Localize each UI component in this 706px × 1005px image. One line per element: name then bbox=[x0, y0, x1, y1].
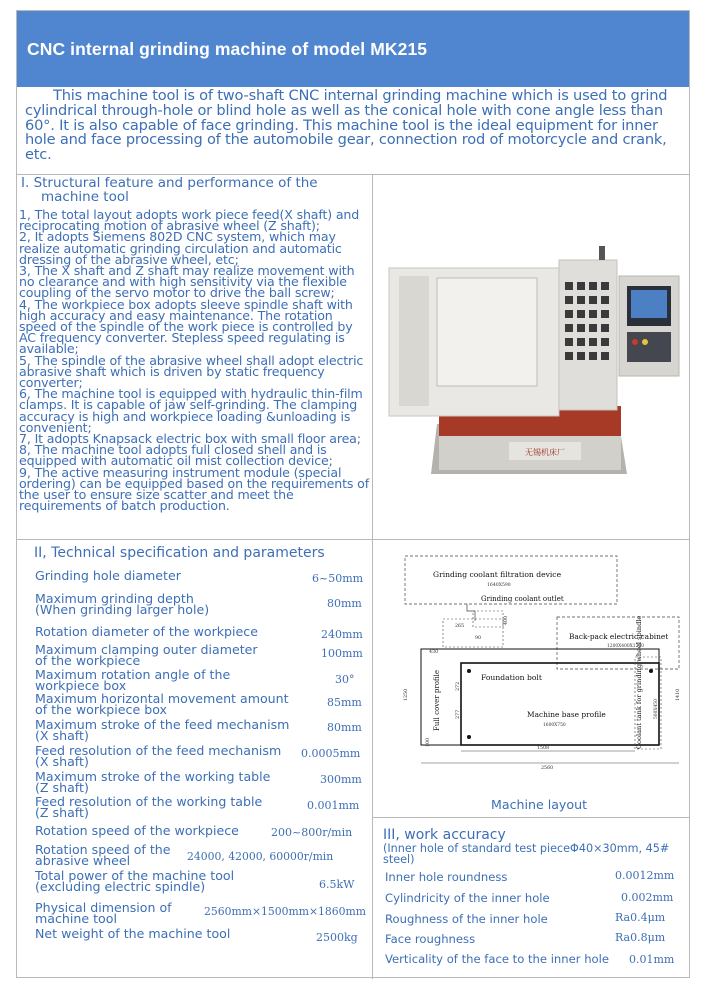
layout-label-tank: Coolant tank for grinding wheel spindle bbox=[635, 615, 643, 749]
feature-item: 2, It adopts Siemens 802D CNC system, which may realize automatic grinding circulation and automatic dressing of the abrasive wheel, etc; bbox=[19, 229, 342, 267]
accuracy-heading: III, work accuracy bbox=[383, 827, 506, 843]
spec-label: Feed resolution of the working table (Z shaft) bbox=[35, 794, 263, 820]
spec-label: Maximum stroke of the working table (Z shaft) bbox=[35, 769, 271, 795]
feature-item: 6, The machine tool is equipped with hydraulic thin-film clamps. It is capable of jaw self-grinding. The clamping accuracy is high and workpiece loading &unloading is convenient; bbox=[19, 386, 363, 435]
spec-value: 6.5kW bbox=[319, 878, 355, 891]
feature-item: 1, The total layout adopts work piece feed(X shaft) and reciprocating motion of abrasive wheel (Z shaft); bbox=[19, 207, 360, 234]
spec-value: 24000, 42000, 60000r/min bbox=[187, 850, 334, 863]
spec-label: Feed resolution of the feed mechanism (X shaft) bbox=[35, 743, 282, 769]
spec-value: 30° bbox=[335, 673, 355, 686]
spec-label: Maximum rotation angle of the workpiece box bbox=[35, 667, 231, 693]
machine-brand-sign: 无锡机床厂 bbox=[525, 448, 565, 457]
spec-value: 0.001mm bbox=[307, 799, 360, 812]
machine-photo bbox=[379, 246, 687, 486]
feature-item: 8, The machine tool adopts full closed shell and is equipped with automatic oil mist collection device; bbox=[19, 442, 333, 469]
spec-value: 300mm bbox=[320, 773, 362, 786]
layout-label-base: Machine base profile bbox=[527, 710, 606, 719]
layout-dim-1250: 1250 bbox=[404, 688, 409, 701]
feature-item: 9, The active measuring instrument module (special ordering) can be equipped based on the requirements of the user to ensure size scatter and meet the requirements of batch production. bbox=[19, 464, 369, 514]
layout-dim-100: 100 bbox=[426, 737, 431, 747]
spec-value: 80mm bbox=[327, 721, 362, 734]
layout-dim-430: 430 bbox=[429, 650, 439, 655]
spec-value: 85mm bbox=[327, 696, 362, 709]
layout-label-base-dim: 1600X750 bbox=[543, 723, 566, 728]
spec-label: Physical dimension of machine tool bbox=[35, 900, 172, 926]
spec-label: Maximum horizontal movement amount of the workpiece box bbox=[35, 691, 289, 717]
layout-dim-400: 400 bbox=[504, 615, 509, 625]
accuracy-value: Ra0.8μm bbox=[615, 931, 666, 944]
structure-heading-line2: machine tool bbox=[41, 188, 129, 205]
spec-label: Net weight of the machine tool bbox=[35, 926, 231, 941]
layout-label-outlet: Grinding coolant outlet bbox=[481, 595, 564, 603]
layout-label-tank-dim: 500X450 bbox=[654, 699, 659, 719]
spec-label: Total power of the machine tool (excluding electric spindle) bbox=[35, 868, 235, 894]
feature-item: 7, It adopts Knapsack electric box with small floor area; bbox=[19, 431, 361, 447]
layout-dim-1508: 1508 bbox=[537, 746, 550, 751]
layout-dim-277: 277 bbox=[456, 709, 461, 719]
spec-value: 2500kg bbox=[316, 931, 358, 944]
spec-value: 0.0005mm bbox=[301, 747, 361, 760]
accuracy-label: Inner hole roundness bbox=[385, 870, 508, 884]
layout-dim-1410: 1410 bbox=[676, 688, 681, 701]
spec-table bbox=[17, 11, 372, 979]
layout-caption: Machine layout bbox=[491, 797, 588, 812]
spec-value: 200~800r/min bbox=[271, 826, 353, 839]
spec-heading: II, Technical specification and parameters bbox=[34, 545, 325, 561]
spec-label: Maximum clamping outer diameter of the workpiece bbox=[35, 642, 258, 668]
layout-dim-265: 265 bbox=[455, 624, 465, 629]
accuracy-label: Face roughness bbox=[385, 932, 476, 946]
feature-item: 4, The workpiece box adopts sleeve spindle shaft with high accuracy and easy maintenance. The rotation speed of the spindle of the work piece is controlled by AC frequency converter. Stepless speed regulating is available; bbox=[19, 296, 353, 357]
spec-label: Rotation speed of the abrasive wheel bbox=[35, 842, 171, 868]
spec-value: 100mm bbox=[321, 647, 363, 660]
spec-value: 2560mm×1500mm×1860mm bbox=[204, 905, 366, 918]
layout-label-cabinet: Back-pack electric cabinet bbox=[569, 632, 669, 641]
page-title: CNC internal grinding machine of model MK215 bbox=[27, 39, 428, 59]
spec-sheet bbox=[16, 10, 690, 978]
machine-layout-diagram bbox=[389, 551, 685, 791]
spec-label: Rotation speed of the workpiece bbox=[35, 823, 239, 838]
accuracy-value: 0.002mm bbox=[621, 891, 674, 904]
layout-label-cabinet-dim: 1200X400X1200 bbox=[607, 644, 644, 649]
structure-heading-line1: I. Structural feature and performance of the bbox=[21, 175, 318, 191]
accuracy-label: Verticality of the face to the inner hole bbox=[385, 952, 609, 966]
accuracy-value: 0.0012mm bbox=[615, 869, 675, 882]
accuracy-label: Roughness of the inner hole bbox=[385, 912, 548, 926]
accuracy-label: Cylindricity of the inner hole bbox=[385, 891, 550, 905]
spec-label: Maximum stroke of the feed mechanism (X shaft) bbox=[35, 717, 290, 743]
intro-text: This machine tool is of two-shaft CNC internal grinding machine which is used to grind cylindrical through-hole or blind hole as well as the conical hole with cone angle less than 60°. It is also capable of face grinding. This machine tool is the ideal equipment for inner hole and face processing of the automobile gear, connection rod of motorcycle and crank, etc. bbox=[25, 87, 668, 164]
spec-value: 240mm bbox=[321, 628, 363, 641]
layout-label-filtration: Grinding coolant filtration device bbox=[433, 570, 562, 579]
accuracy-subtitle: (Inner hole of standard test pieceΦ40×30mm, 45# steel) bbox=[383, 842, 670, 866]
accuracy-value: 0.01mm bbox=[629, 953, 675, 966]
spec-label: Grinding hole diameter bbox=[35, 568, 181, 583]
feature-item: 3, The X shaft and Z shaft may realize movement with no clearance and with high sensitivity via the flexible coupling of the servo motor to drive the ball screw; bbox=[19, 263, 355, 301]
layout-label-cover: Full cover profile bbox=[433, 670, 441, 731]
spec-label: Rotation diameter of the workpiece bbox=[35, 624, 258, 639]
layout-dim-2560: 2560 bbox=[541, 766, 554, 771]
spec-label: Maximum grinding depth (When grinding larger hole) bbox=[35, 591, 210, 617]
spec-value: 80mm bbox=[327, 597, 362, 610]
section-divider-right bbox=[372, 817, 689, 818]
layout-dim-90: 90 bbox=[475, 636, 482, 641]
spec-value: 6~50mm bbox=[312, 572, 364, 585]
layout-dim-272: 272 bbox=[456, 681, 461, 691]
layout-label-filtration-dim: 1640X590 bbox=[487, 583, 511, 588]
layout-label-bolt: Foundation bolt bbox=[481, 673, 542, 682]
feature-item: 5, The spindle of the abrasive wheel shall adopt electric abrasive shaft which is driven by static frequency converter; bbox=[19, 352, 364, 391]
accuracy-value: Ra0.4μm bbox=[615, 911, 666, 924]
column-divider bbox=[372, 175, 373, 979]
